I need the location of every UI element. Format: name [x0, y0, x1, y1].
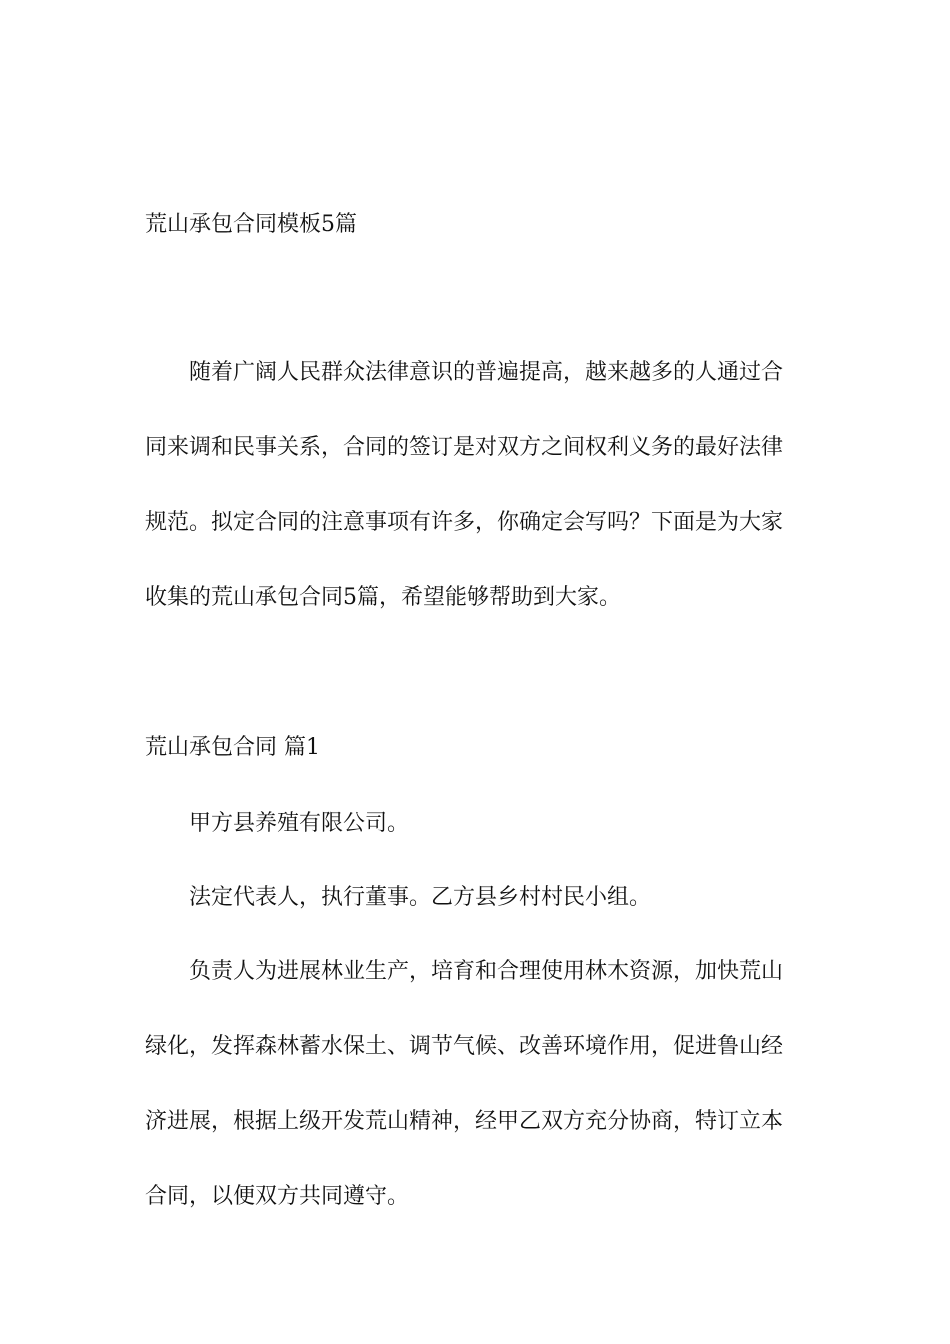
- purpose-line-4: 合同，以便双方共同遵守。: [145, 1184, 410, 1209]
- purpose-line-3: 济进展，根据上级开发荒山精神，经甲乙双方充分协商，特订立本: [145, 1109, 784, 1134]
- party-a-paragraph: 甲方县养殖有限公司。: [189, 811, 410, 836]
- intro-paragraph: [145, 358, 805, 658]
- purpose-paragraph: [145, 957, 805, 1257]
- purpose-line-1: 负责人为进展林业生产，培育和合理使用林木资源，加快荒山: [189, 959, 784, 984]
- intro-line-4: 收集的荒山承包合同5篇，希望能够帮助到大家。: [145, 585, 621, 610]
- purpose-line-2: 绿化，发挥森林蓄水保土、调节气候、改善环境作用，促进鲁山经: [145, 1034, 784, 1059]
- representative-paragraph: 法定代表人，执行董事。乙方县乡村村民小组。: [189, 885, 652, 910]
- intro-line-1: 随着广阔人民群众法律意识的普遍提高，越来越多的人通过合: [189, 360, 784, 385]
- intro-line-2: 同来调和民事关系，合同的签订是对双方之间权利义务的最好法律: [145, 435, 784, 460]
- section-title: 荒山承包合同 篇1: [145, 735, 320, 760]
- document-title: 荒山承包合同模板5篇: [145, 212, 357, 237]
- intro-line-3: 规范。拟定合同的注意事项有许多，你确定会写吗？下面是为大家: [145, 510, 784, 535]
